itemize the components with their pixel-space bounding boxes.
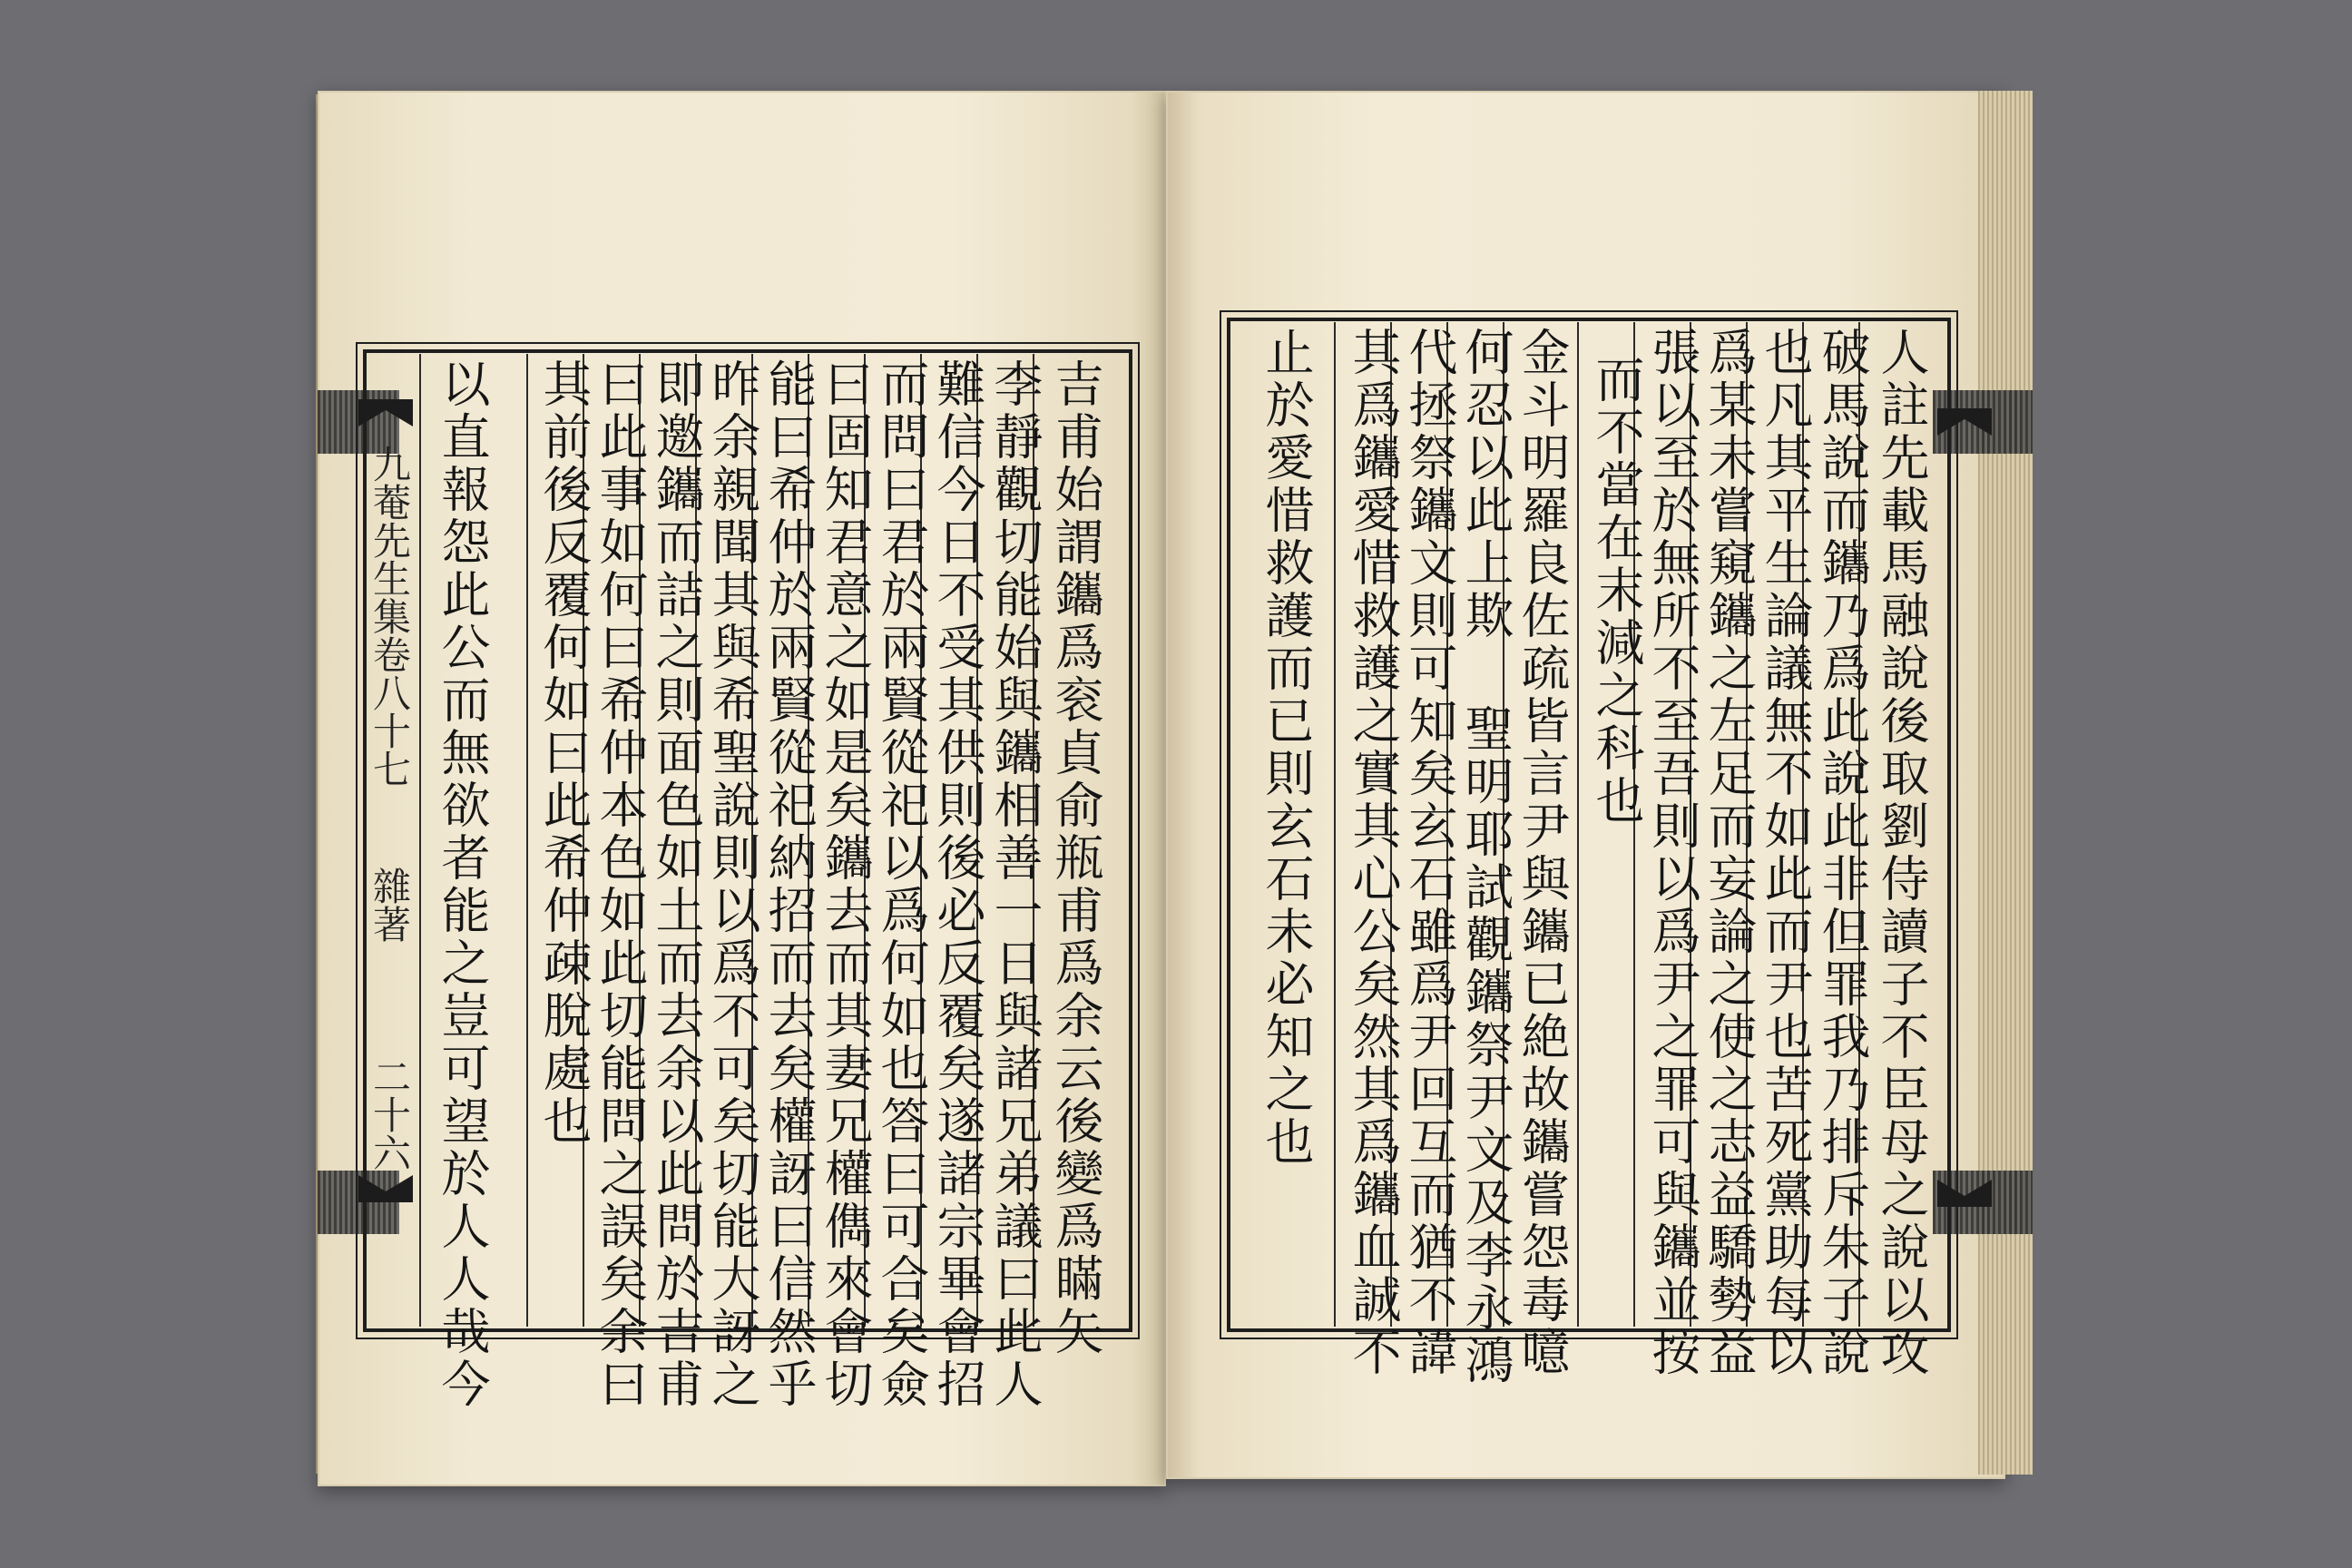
column-rule — [419, 354, 421, 1327]
right-page-edge — [1978, 91, 2033, 1475]
left-text-column: 昨余親聞其與希聖說則以爲不可矣切能大訝之 — [704, 358, 761, 1411]
left-text-column: 曰固知君意之如是矣鑴去而其妻兄權儁來會切 — [817, 358, 874, 1411]
right-text-column: 代拯祭鑴文則可知矣玄石雖爲尹回互而猶不諱 — [1401, 327, 1458, 1379]
left-text-column: 而問曰君於兩賢從祀以爲何如也答曰可合矣僉 — [873, 358, 930, 1411]
page-number: 二十六 — [368, 1057, 412, 1171]
right-text-column: 破馬說而鑴乃爲此說此非但罪我乃排斥朱子說 — [1814, 327, 1871, 1379]
column-rule — [1334, 322, 1336, 1327]
left-text-column: 難信今日不受其供則後必反覆矣遂諸宗畢會招 — [929, 358, 986, 1411]
left-text-column: 其前後反覆何如曰此希仲疎脫處也 — [535, 358, 593, 1148]
right-text-column: 張以至於無所不至吾則以爲尹之罪可與鑴並按 — [1644, 327, 1701, 1379]
left-text-column: 即邀鑴而詰之則面色如土而去余以此問於吉甫 — [648, 358, 705, 1411]
margin-title: 九菴先生集卷八十七 — [368, 445, 412, 788]
column-rule — [526, 354, 528, 1327]
left-text-column: 能曰希仲於兩賢從祀納招而去矣權訝曰信然乎 — [760, 358, 818, 1411]
right-text-column: 也凡其平生論議無不如此而尹也苦死黨助每以 — [1757, 327, 1814, 1379]
right-text-column: 爲某未嘗窺鑴之左足而妄論之使之志益驕勢益 — [1700, 327, 1758, 1379]
left-text-column: 以直報怨此公而無欲者能之豈可望於人人哉今 — [434, 358, 491, 1411]
left-text-column: 吉甫始謂鑴爲衮貞俞瓶甫爲余云後變爲瞞矢 — [1047, 358, 1104, 1358]
section-label: 雜著 — [368, 867, 412, 943]
right-text-column: 而不當在末減之科也 — [1588, 354, 1645, 828]
right-text-column: 止於愛惜救護而已則玄石未必知之也 — [1258, 327, 1315, 1169]
right-text-column: 何忍以此上欺 聖明耶試觀鑴祭尹文及李永鴻 — [1457, 327, 1514, 1387]
right-text-column: 金斗明羅良佐疏皆言尹與鑴已絶故鑴嘗怨毒噫 — [1514, 327, 1571, 1379]
column-rule — [1577, 322, 1579, 1327]
left-text-column: 李靜觀切能始與鑴相善一日與諸兄弟議曰此人 — [986, 358, 1044, 1411]
left-text-column: 曰此事如何曰希仲本色如此切能問之誤矣余曰 — [592, 358, 649, 1411]
right-text-column: 其爲鑴愛惜救護之實其心公矣然其爲鑴血誠不 — [1345, 327, 1402, 1379]
right-text-column: 人註先載馬融說後取劉侍讀子不臣母之說以攻 — [1873, 327, 1930, 1379]
